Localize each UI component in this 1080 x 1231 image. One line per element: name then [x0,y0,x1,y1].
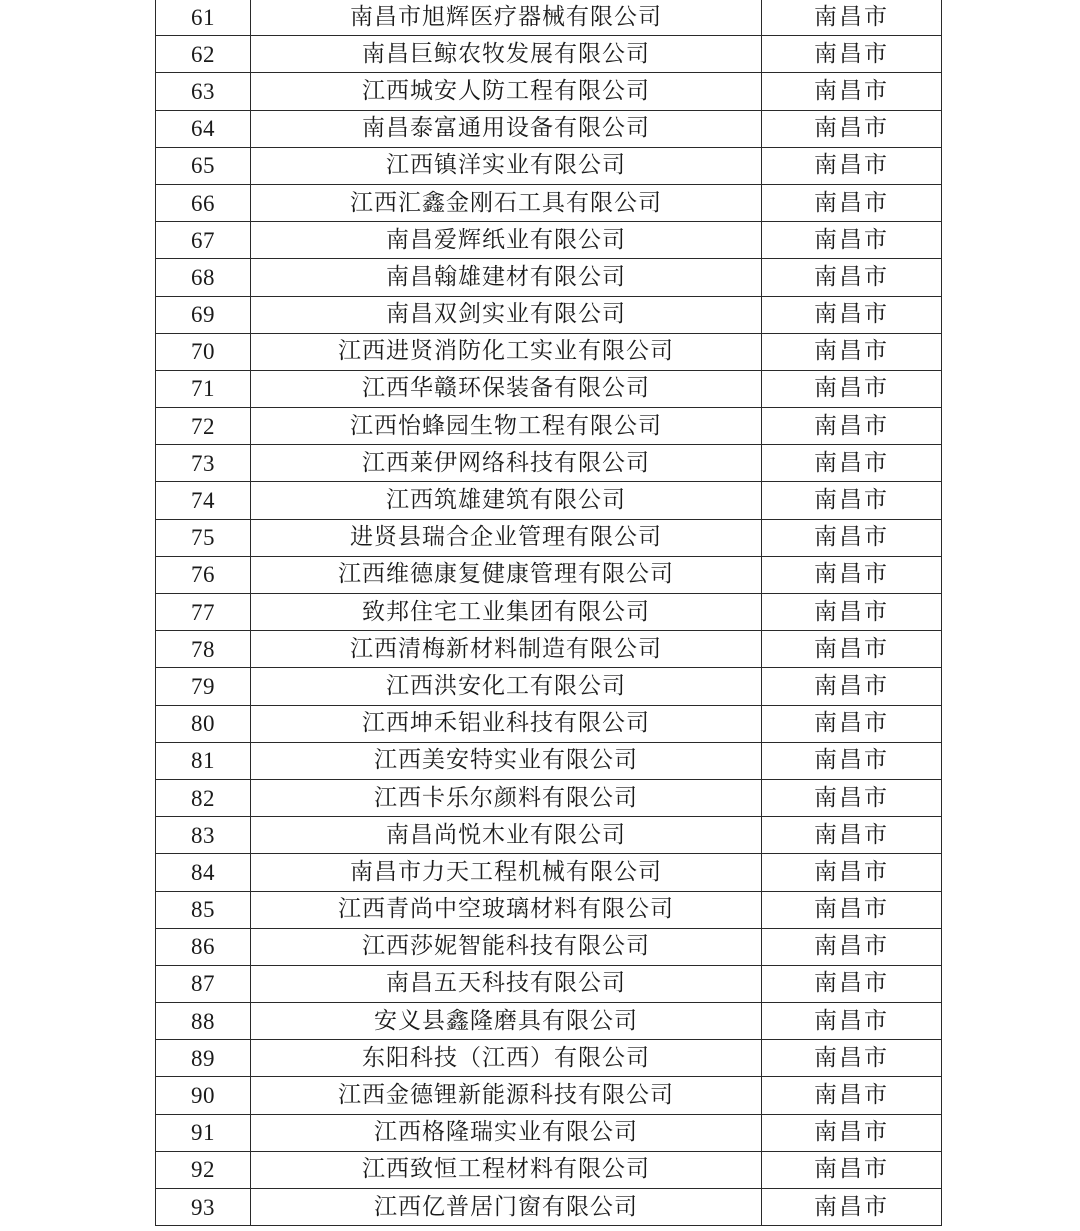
table-row [156,742,942,779]
row-number: 70 [156,333,251,370]
table-row [156,631,942,668]
company-name: 江西格隆瑞实业有限公司 [251,1114,762,1151]
table-row [156,184,942,221]
row-number: 68 [156,259,251,296]
company-name: 南昌五天科技有限公司 [251,965,762,1002]
row-number: 78 [156,631,251,668]
city-name: 南昌市 [762,631,942,668]
row-number: 91 [156,1114,251,1151]
city-name: 南昌市 [762,0,942,36]
company-name: 江西坤禾铝业科技有限公司 [251,705,762,742]
table-row [156,854,942,891]
row-number: 62 [156,36,251,73]
table-row [156,668,942,705]
city-name: 南昌市 [762,482,942,519]
table-row [156,1040,942,1077]
table-row [156,1189,942,1226]
city-name: 南昌市 [762,891,942,928]
company-name: 江西怡蜂园生物工程有限公司 [251,408,762,445]
city-name: 南昌市 [762,184,942,221]
company-name: 南昌翰雄建材有限公司 [251,259,762,296]
city-name: 南昌市 [762,519,942,556]
company-name: 江西进贤消防化工实业有限公司 [251,333,762,370]
city-name: 南昌市 [762,222,942,259]
company-name: 南昌爱辉纸业有限公司 [251,222,762,259]
table-row [156,1077,942,1114]
company-name: 南昌巨鲸农牧发展有限公司 [251,36,762,73]
company-name: 江西亿普居门窗有限公司 [251,1189,762,1226]
company-name: 进贤县瑞合企业管理有限公司 [251,519,762,556]
company-name: 南昌泰富通用设备有限公司 [251,110,762,147]
company-name: 江西致恒工程材料有限公司 [251,1151,762,1188]
table-row [156,333,942,370]
row-number: 76 [156,556,251,593]
city-name: 南昌市 [762,73,942,110]
company-name: 江西城安人防工程有限公司 [251,73,762,110]
row-number: 85 [156,891,251,928]
city-name: 南昌市 [762,1151,942,1188]
row-number: 74 [156,482,251,519]
company-name: 江西汇鑫金刚石工具有限公司 [251,184,762,221]
company-name: 安义县鑫隆磨具有限公司 [251,1003,762,1040]
row-number: 79 [156,668,251,705]
city-name: 南昌市 [762,556,942,593]
row-number: 61 [156,0,251,36]
row-number: 88 [156,1003,251,1040]
row-number: 93 [156,1189,251,1226]
table-row [156,556,942,593]
company-name: 南昌市力天工程机械有限公司 [251,854,762,891]
row-number: 77 [156,594,251,631]
city-name: 南昌市 [762,1077,942,1114]
table-row [156,817,942,854]
company-name: 江西华赣环保装备有限公司 [251,370,762,407]
city-name: 南昌市 [762,779,942,816]
city-name: 南昌市 [762,370,942,407]
company-name: 江西卡乐尔颜料有限公司 [251,779,762,816]
table-row [156,445,942,482]
table-row [156,0,942,36]
city-name: 南昌市 [762,333,942,370]
city-name: 南昌市 [762,854,942,891]
row-number: 66 [156,184,251,221]
table-row [156,110,942,147]
company-name: 江西青尚中空玻璃材料有限公司 [251,891,762,928]
city-name: 南昌市 [762,1003,942,1040]
city-name: 南昌市 [762,1040,942,1077]
company-list-body [156,0,942,1226]
company-name: 江西莱伊网络科技有限公司 [251,445,762,482]
company-name: 江西镇洋实业有限公司 [251,147,762,184]
table-row [156,259,942,296]
city-name: 南昌市 [762,259,942,296]
city-name: 南昌市 [762,928,942,965]
city-name: 南昌市 [762,1114,942,1151]
table-row [156,222,942,259]
table-row [156,147,942,184]
company-list-table [155,0,942,1226]
row-number: 63 [156,73,251,110]
city-name: 南昌市 [762,296,942,333]
row-number: 64 [156,110,251,147]
table-row [156,965,942,1002]
row-number: 82 [156,779,251,816]
table-row [156,594,942,631]
company-name: 南昌双剑实业有限公司 [251,296,762,333]
city-name: 南昌市 [762,445,942,482]
table-row [156,519,942,556]
row-number: 67 [156,222,251,259]
table-row [156,408,942,445]
city-name: 南昌市 [762,110,942,147]
row-number: 92 [156,1151,251,1188]
row-number: 71 [156,370,251,407]
row-number: 84 [156,854,251,891]
row-number: 89 [156,1040,251,1077]
row-number: 72 [156,408,251,445]
row-number: 81 [156,742,251,779]
company-name: 江西莎妮智能科技有限公司 [251,928,762,965]
company-name: 南昌尚悦木业有限公司 [251,817,762,854]
city-name: 南昌市 [762,817,942,854]
row-number: 69 [156,296,251,333]
city-name: 南昌市 [762,668,942,705]
row-number: 86 [156,928,251,965]
row-number: 90 [156,1077,251,1114]
company-name: 江西美安特实业有限公司 [251,742,762,779]
company-name: 致邦住宅工业集团有限公司 [251,594,762,631]
row-number: 75 [156,519,251,556]
company-name: 江西洪安化工有限公司 [251,668,762,705]
table-row [156,1114,942,1151]
table-row [156,482,942,519]
table-row [156,36,942,73]
city-name: 南昌市 [762,36,942,73]
city-name: 南昌市 [762,1189,942,1226]
company-name: 江西维德康复健康管理有限公司 [251,556,762,593]
table-row [156,1003,942,1040]
table-row [156,1151,942,1188]
table-row [156,705,942,742]
row-number: 65 [156,147,251,184]
city-name: 南昌市 [762,408,942,445]
city-name: 南昌市 [762,147,942,184]
row-number: 87 [156,965,251,1002]
table-row [156,370,942,407]
company-name: 江西清梅新材料制造有限公司 [251,631,762,668]
table-row [156,891,942,928]
table-row [156,779,942,816]
row-number: 83 [156,817,251,854]
table-row [156,928,942,965]
city-name: 南昌市 [762,965,942,1002]
company-name: 南昌市旭辉医疗器械有限公司 [251,0,762,36]
row-number: 73 [156,445,251,482]
city-name: 南昌市 [762,705,942,742]
row-number: 80 [156,705,251,742]
city-name: 南昌市 [762,742,942,779]
table-row [156,296,942,333]
city-name: 南昌市 [762,594,942,631]
company-name: 江西金德锂新能源科技有限公司 [251,1077,762,1114]
company-name: 东阳科技（江西）有限公司 [251,1040,762,1077]
table-row [156,73,942,110]
company-name: 江西筑雄建筑有限公司 [251,482,762,519]
